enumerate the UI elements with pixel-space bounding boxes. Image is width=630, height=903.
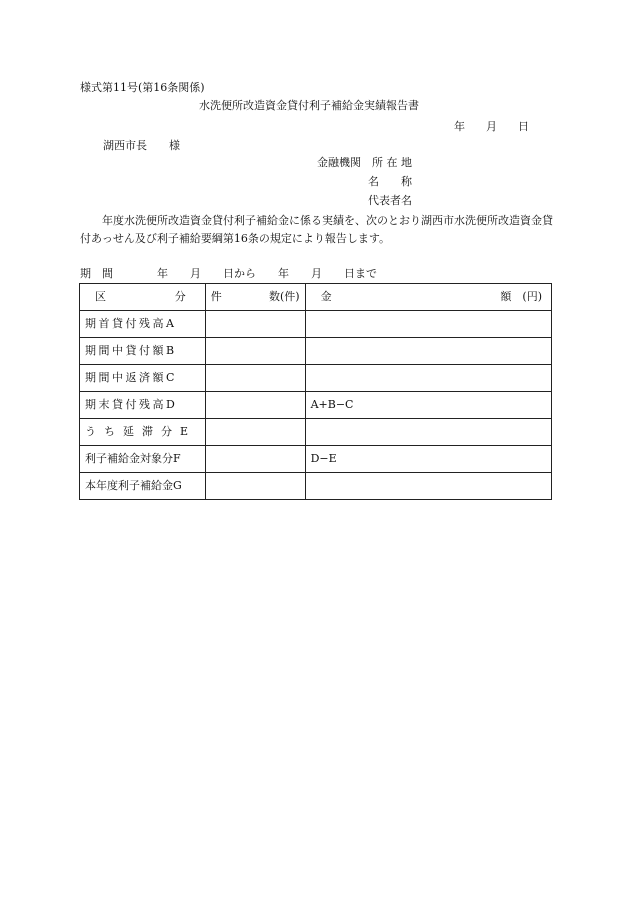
amount-cell[interactable] bbox=[305, 338, 551, 365]
header-amount bbox=[305, 284, 551, 311]
count-cell[interactable] bbox=[205, 311, 305, 338]
report-statement: 年度水洗便所改造資金貸付利子補給金に係る実績を、次のとおり湖西市水洗便所改造資金貸付あっせん及び利子補給要綱第16条の規定により報告します。 bbox=[80, 214, 553, 245]
amount-cell[interactable]: A+B−C bbox=[305, 392, 551, 419]
header-category-a: 区 bbox=[95, 290, 106, 304]
count-cell[interactable] bbox=[205, 392, 305, 419]
table-row bbox=[80, 392, 552, 419]
row-label: 期間中貸付額B bbox=[80, 338, 206, 365]
amount-cell[interactable] bbox=[305, 419, 551, 446]
amount-cell[interactable] bbox=[305, 311, 551, 338]
table-row bbox=[80, 338, 552, 365]
date-day-label: 日 bbox=[518, 120, 529, 133]
report-table bbox=[79, 283, 552, 500]
bank-address-label: 金融機関 所 在 地 bbox=[317, 156, 412, 169]
count-cell[interactable] bbox=[205, 338, 305, 365]
header-amount-a: 金 bbox=[320, 290, 332, 304]
row-label: 期首貸付残高A bbox=[80, 311, 206, 338]
count-cell[interactable] bbox=[205, 473, 305, 500]
count-cell[interactable] bbox=[205, 446, 305, 473]
addressee: 湖西市長 様 bbox=[103, 139, 180, 152]
header-amount-b: 額 (円) bbox=[500, 290, 542, 304]
page-title: 水洗便所改造資金貸付利子補給金実績報告書 bbox=[199, 99, 419, 112]
row-label: うち延滞分E bbox=[80, 419, 206, 446]
bank-name-label: 名 称 bbox=[368, 175, 412, 188]
header-category-b: 分 bbox=[174, 290, 186, 304]
bank-representative-label: 代表者名 bbox=[368, 194, 412, 207]
count-cell[interactable] bbox=[205, 365, 305, 392]
table-row bbox=[80, 311, 552, 338]
amount-cell[interactable] bbox=[305, 473, 551, 500]
amount-cell[interactable]: D−E bbox=[305, 446, 551, 473]
header-category bbox=[80, 284, 206, 311]
period-line: 期 間 年 月 日から 年 月 日まで bbox=[80, 267, 377, 280]
row-label: 期間中返済額C bbox=[80, 365, 206, 392]
row-label: 利子補給金対象分F bbox=[80, 446, 206, 473]
date-year-label: 年 bbox=[454, 120, 465, 133]
header-count-b: 数(件) bbox=[269, 290, 300, 304]
table-row bbox=[80, 419, 552, 446]
table-row bbox=[80, 446, 552, 473]
count-cell[interactable] bbox=[205, 419, 305, 446]
table-row bbox=[80, 473, 552, 500]
table-header-row bbox=[80, 284, 552, 311]
row-label: 期末貸付残高D bbox=[80, 392, 206, 419]
table-row bbox=[80, 365, 552, 392]
amount-cell[interactable] bbox=[305, 365, 551, 392]
form-number: 様式第11号(第16条関係) bbox=[80, 81, 205, 94]
header-count bbox=[205, 284, 305, 311]
date-line bbox=[454, 120, 529, 133]
header-count-a: 件 bbox=[210, 290, 222, 304]
row-label: 本年度利子補給金G bbox=[80, 473, 206, 500]
date-month-label: 月 bbox=[486, 120, 497, 133]
